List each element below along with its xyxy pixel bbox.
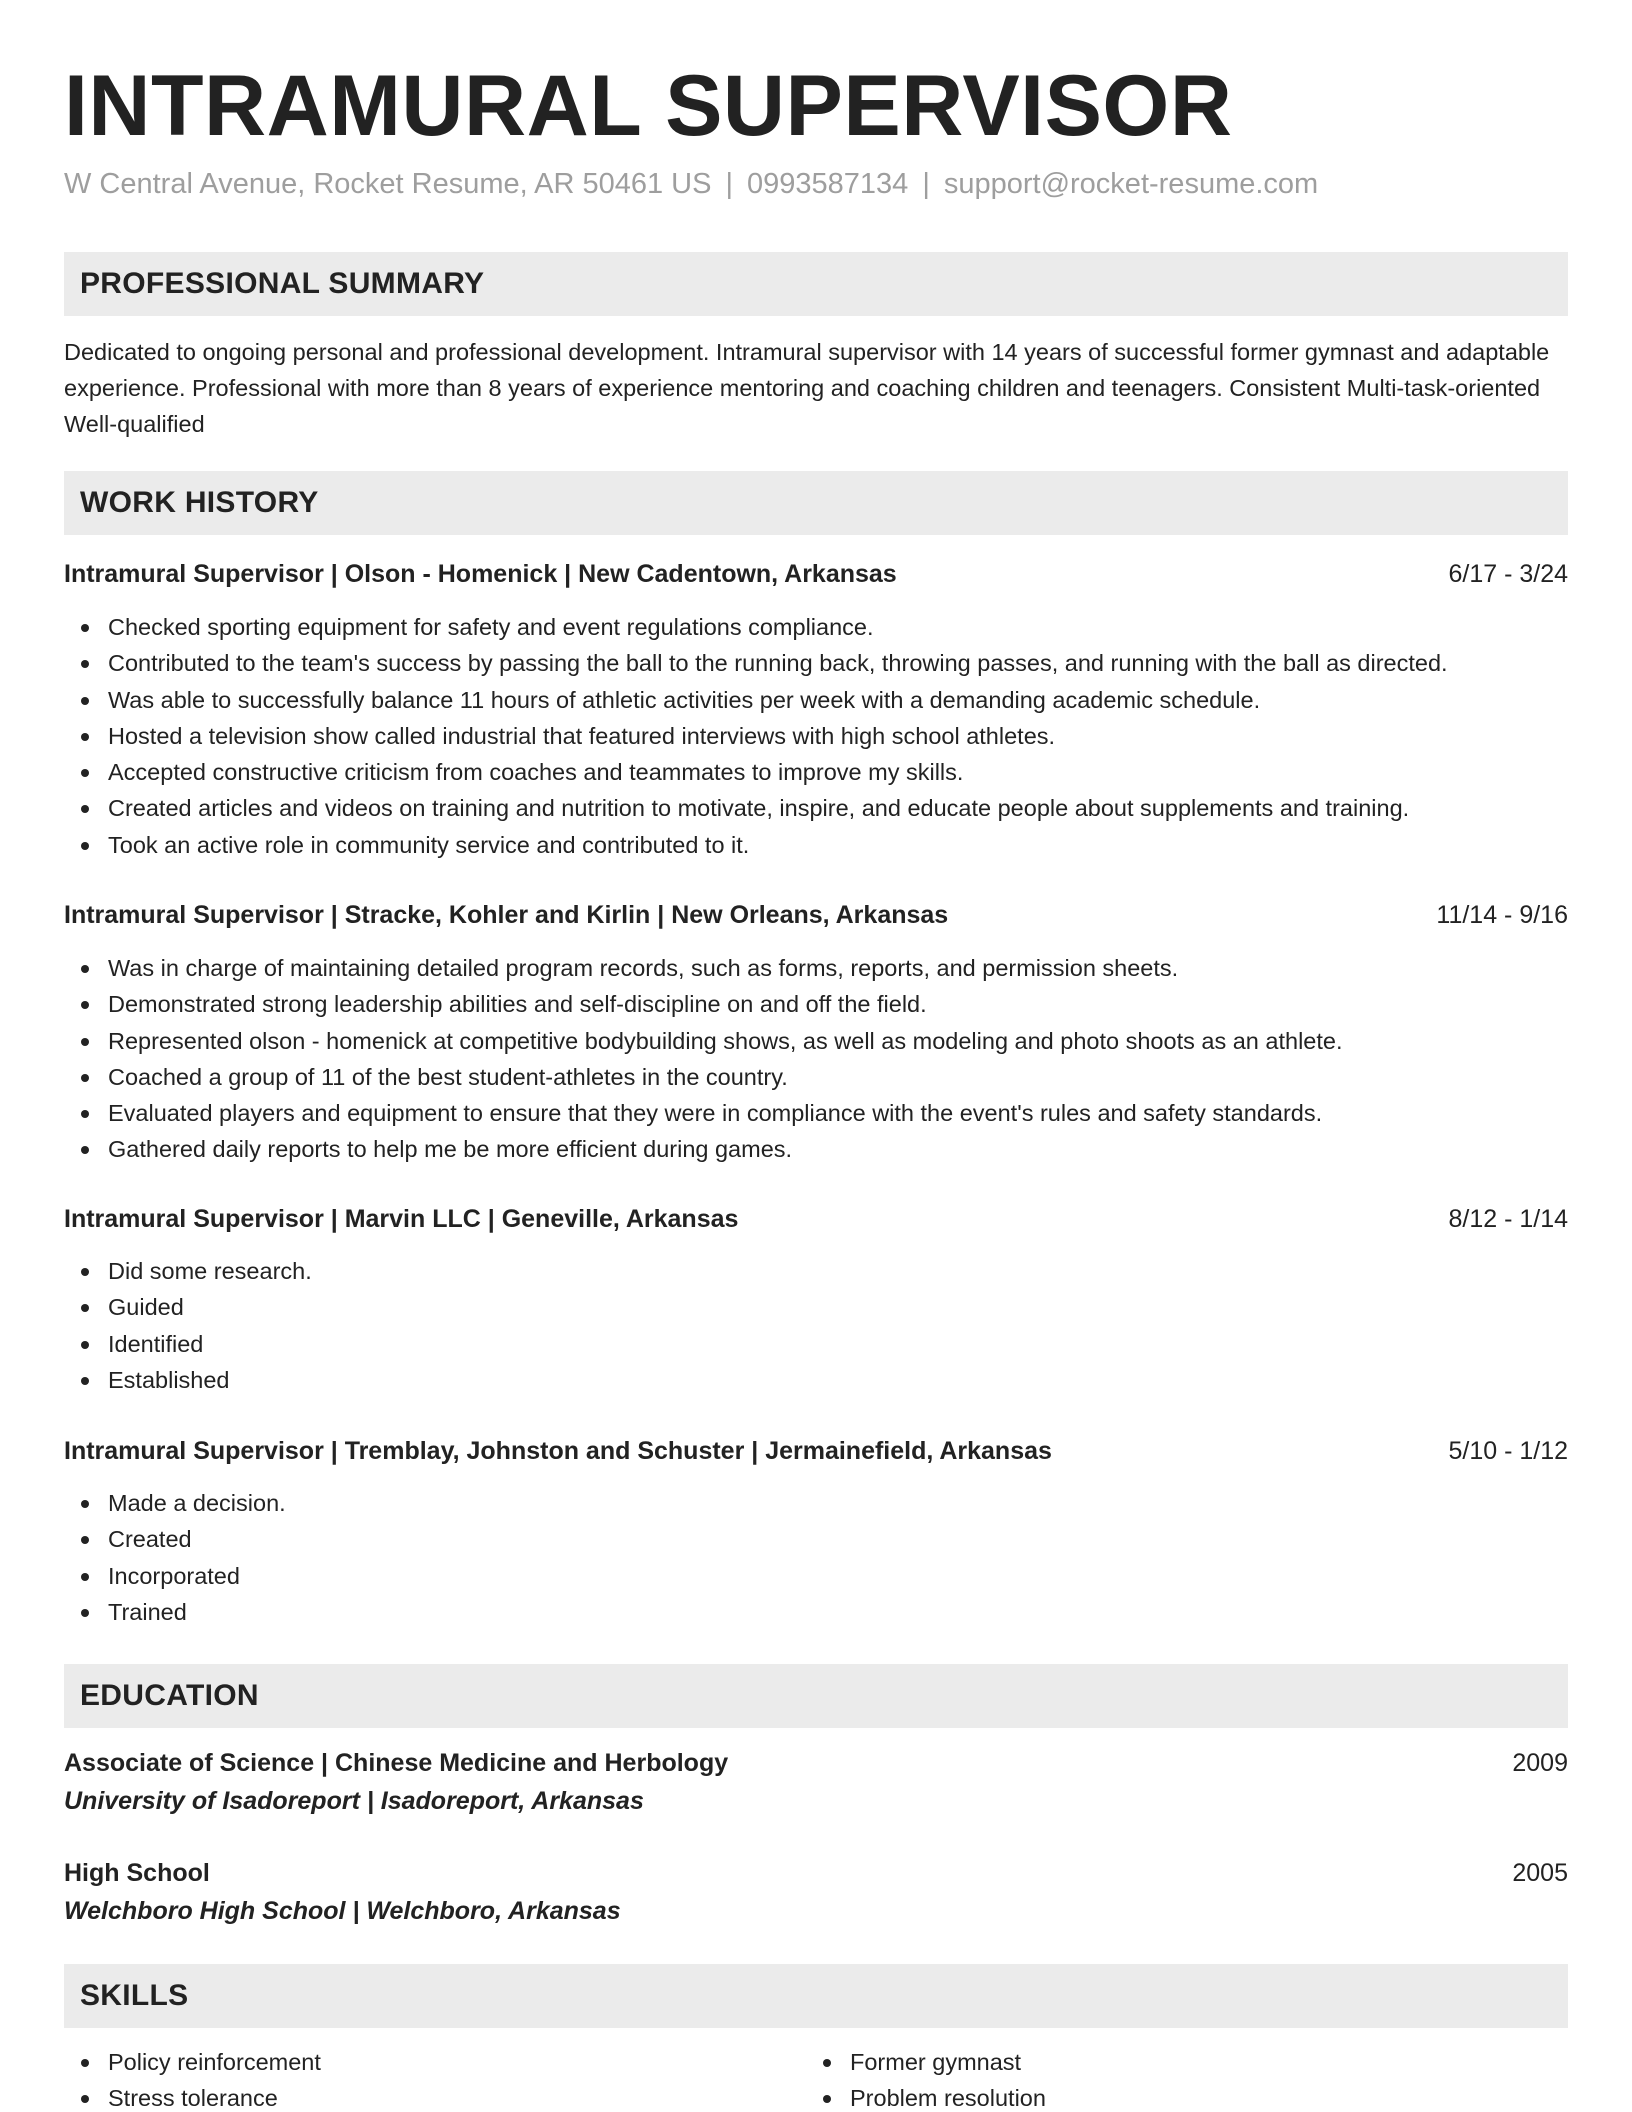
list-item: Was able to successfully balance 11 hours of athletic activities per week with a demanding academic schedule. bbox=[64, 682, 1568, 718]
job-title: Intramural Supervisor | Tremblay, Johnston and Schuster | Jermainefield, Arkansas bbox=[64, 1437, 1052, 1465]
section-summary-header bbox=[64, 252, 1568, 316]
contact-phone: 0993587134 bbox=[747, 168, 909, 200]
job-title: Intramural Supervisor | Olson - Homenick | New Cadentown, Arkansas bbox=[64, 560, 897, 588]
list-item: Identified bbox=[64, 1326, 1568, 1362]
skill-item: Policy reinforcement bbox=[64, 2044, 764, 2080]
list-item: Was in charge of maintaining detailed program records, such as forms, reports, and permission sheets. bbox=[64, 950, 1568, 986]
list-item: Created articles and videos on training and nutrition to motivate, inspire, and educate people about supplements and training. bbox=[64, 790, 1568, 826]
list-item: Made a decision. bbox=[64, 1485, 1568, 1521]
contact-separator: | bbox=[725, 168, 734, 200]
section-work-header bbox=[64, 471, 1568, 535]
list-item: Gathered daily reports to help me be more efficient during games. bbox=[64, 1131, 1568, 1167]
list-item: Took an active role in community service and contributed to it. bbox=[64, 827, 1568, 863]
summary-text: Dedicated to ongoing personal and professional development. Intramural supervisor with 14 years of successful former gymnast and adaptable experience. Professional with more than 8 years of experience mentoring and coaching children and teenagers. Consistent Multi-task-oriented Well-qualified bbox=[64, 339, 1550, 437]
skills-list-left bbox=[64, 2044, 764, 2112]
education-degree: High School bbox=[64, 1859, 210, 1887]
education-degree: Associate of Science | Chinese Medicine and Herbology bbox=[64, 1749, 729, 1777]
list-item: Coached a group of 11 of the best student-athletes in the country. bbox=[64, 1059, 1568, 1095]
job-dates: 6/17 - 3/24 bbox=[1448, 560, 1568, 588]
education-school: University of Isadoreport | Isadoreport, Arkansas bbox=[64, 1787, 644, 1815]
education-header bbox=[64, 1855, 1568, 1891]
job-bullets bbox=[64, 950, 1568, 1168]
job-dates: 11/14 - 9/16 bbox=[1436, 901, 1568, 929]
job-header bbox=[64, 1433, 1568, 1469]
contact-address: W Central Avenue, Rocket Resume, AR 50461 US bbox=[64, 168, 712, 200]
job-dates: 5/10 - 1/12 bbox=[1448, 1437, 1568, 1465]
job-header bbox=[64, 556, 1568, 592]
skills-list-right bbox=[806, 2044, 1506, 2112]
skill-item: Stress tolerance bbox=[64, 2080, 764, 2112]
job-bullets bbox=[64, 1253, 1568, 1398]
list-item: Established bbox=[64, 1362, 1568, 1398]
skill-item: Problem resolution bbox=[806, 2080, 1506, 2112]
section-education-header bbox=[64, 1664, 1568, 1728]
skill-item: Former gymnast bbox=[806, 2044, 1506, 2080]
list-item: Contributed to the team's success by passing the ball to the running back, throwing passes, and running with the ball as directed. bbox=[64, 645, 1568, 681]
section-skills-header bbox=[64, 1964, 1568, 2028]
list-item: Hosted a television show called industrial that featured interviews with high school athletes. bbox=[64, 718, 1568, 754]
job-header bbox=[64, 1201, 1568, 1237]
section-heading: EDUCATION bbox=[80, 1679, 259, 1712]
education-year: 2009 bbox=[1512, 1749, 1568, 1777]
contact-email[interactable]: support@rocket-resume.com bbox=[943, 168, 1319, 200]
section-heading: WORK HISTORY bbox=[80, 486, 319, 519]
section-heading: PROFESSIONAL SUMMARY bbox=[80, 267, 485, 300]
job-bullets bbox=[64, 609, 1568, 863]
job-dates: 8/12 - 1/14 bbox=[1448, 1205, 1568, 1233]
education-year: 2005 bbox=[1512, 1859, 1568, 1887]
job-title: Intramural Supervisor | Marvin LLC | Geneville, Arkansas bbox=[64, 1205, 739, 1233]
list-item: Guided bbox=[64, 1289, 1568, 1325]
job-header bbox=[64, 897, 1568, 933]
list-item: Trained bbox=[64, 1594, 1568, 1630]
job-bullets bbox=[64, 1485, 1568, 1630]
list-item: Demonstrated strong leadership abilities and self-discipline on and off the field. bbox=[64, 986, 1568, 1022]
candidate-name: INTRAMURAL SUPERVISOR bbox=[64, 58, 1233, 154]
section-heading: SKILLS bbox=[80, 1979, 189, 2012]
list-item: Accepted constructive criticism from coaches and teammates to improve my skills. bbox=[64, 754, 1568, 790]
education-school: Welchboro High School | Welchboro, Arkansas bbox=[64, 1897, 621, 1925]
contact-line bbox=[64, 166, 1318, 202]
list-item: Represented olson - homenick at competitive bodybuilding shows, as well as modeling and photo shoots as an athlete. bbox=[64, 1023, 1568, 1059]
list-item: Checked sporting equipment for safety and event regulations compliance. bbox=[64, 609, 1568, 645]
list-item: Evaluated players and equipment to ensure that they were in compliance with the event's rules and safety standards. bbox=[64, 1095, 1568, 1131]
list-item: Created bbox=[64, 1521, 1568, 1557]
job-title: Intramural Supervisor | Stracke, Kohler and Kirlin | New Orleans, Arkansas bbox=[64, 901, 949, 929]
education-header bbox=[64, 1745, 1568, 1781]
contact-separator: | bbox=[922, 168, 930, 200]
list-item: Incorporated bbox=[64, 1558, 1568, 1594]
list-item: Did some research. bbox=[64, 1253, 1568, 1289]
